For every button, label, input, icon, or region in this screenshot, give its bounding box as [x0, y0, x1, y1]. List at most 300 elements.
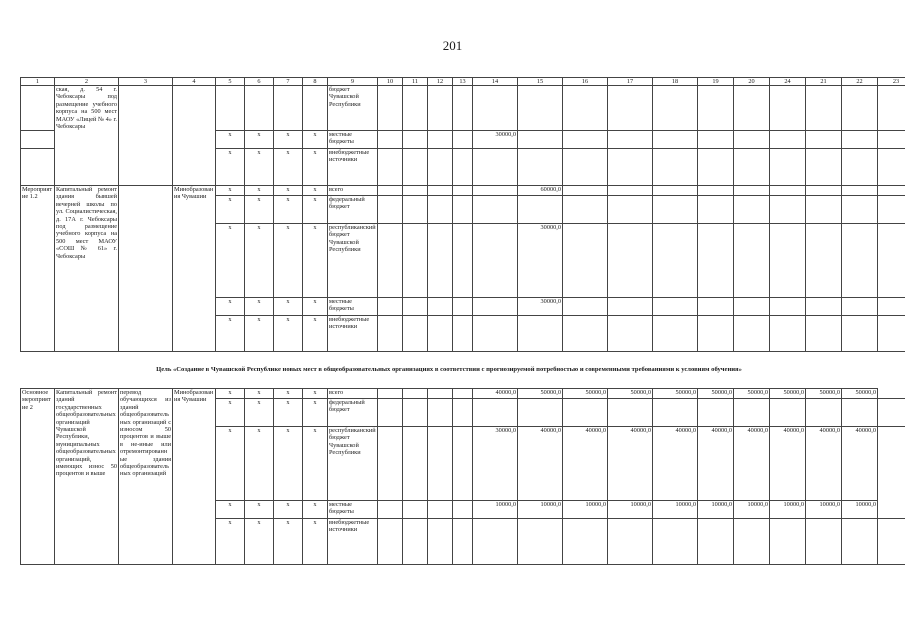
mark-cell: x — [216, 427, 245, 501]
empty-cell — [806, 298, 842, 316]
empty-cell — [518, 86, 563, 131]
empty-cell — [734, 316, 770, 352]
mark-cell: x — [274, 186, 303, 196]
empty-cell — [428, 519, 453, 565]
empty-cell — [842, 196, 878, 224]
empty-cell — [453, 298, 473, 316]
empty-cell — [608, 186, 653, 196]
value-cell: 50000,0 — [842, 389, 878, 399]
empty-cell — [806, 149, 842, 186]
empty-cell — [842, 519, 878, 565]
empty-cell — [698, 298, 734, 316]
value-cell: 50000,0 — [653, 389, 698, 399]
empty-cell — [453, 131, 473, 149]
empty-cell — [378, 149, 403, 186]
empty-cell — [878, 519, 905, 565]
cell — [119, 86, 173, 186]
empty-cell — [453, 149, 473, 186]
empty-cell — [518, 196, 563, 224]
column-number: 9 — [328, 78, 378, 86]
empty-cell — [770, 399, 806, 427]
empty-cell — [770, 316, 806, 352]
empty-cell — [21, 131, 55, 149]
column-number: 4 — [173, 78, 216, 86]
empty-cell — [653, 399, 698, 427]
empty-cell — [378, 131, 403, 149]
empty-cell — [653, 86, 698, 131]
empty-cell — [734, 298, 770, 316]
empty-cell — [842, 186, 878, 196]
value-cell: 50000,0 — [563, 389, 608, 399]
funding-source: внебюджетные источники — [328, 519, 378, 565]
empty-cell — [608, 196, 653, 224]
cell — [21, 86, 55, 131]
empty-cell — [878, 399, 905, 427]
mark-cell: x — [303, 519, 328, 565]
empty-cell — [806, 186, 842, 196]
empty-cell — [428, 224, 453, 298]
mark-cell: x — [274, 149, 303, 186]
mark-cell: x — [274, 427, 303, 501]
mark-cell: x — [216, 149, 245, 186]
value-cell: 10000,0 — [734, 501, 770, 519]
empty-cell — [518, 399, 563, 427]
mark-cell: x — [216, 316, 245, 352]
column-number: 14 — [473, 78, 518, 86]
mark-cell: x — [303, 196, 328, 224]
empty-cell — [842, 131, 878, 149]
empty-cell — [698, 86, 734, 131]
empty-cell — [770, 196, 806, 224]
empty-cell — [806, 519, 842, 565]
value-cell: 40000,0 — [653, 427, 698, 501]
value-cell: 30000,0 — [518, 224, 563, 298]
empty-cell — [698, 519, 734, 565]
column-number: 6 — [245, 78, 274, 86]
empty-cell — [842, 149, 878, 186]
column-number: 19 — [698, 78, 734, 86]
funding-source: местные бюджеты — [328, 131, 378, 149]
column-number: 5 — [216, 78, 245, 86]
empty-cell — [21, 149, 55, 186]
empty-cell — [473, 399, 518, 427]
column-number: 16 — [563, 78, 608, 86]
column-number: 23 — [878, 78, 905, 86]
empty-cell — [698, 149, 734, 186]
empty-cell — [653, 519, 698, 565]
mark-cell — [245, 86, 274, 131]
empty-cell — [428, 186, 453, 196]
mark-cell: x — [274, 196, 303, 224]
empty-cell — [842, 298, 878, 316]
empty-cell — [653, 196, 698, 224]
empty-cell — [734, 86, 770, 131]
empty-cell — [698, 131, 734, 149]
empty-cell — [770, 519, 806, 565]
column-number: 1 — [21, 78, 55, 86]
empty-cell — [878, 186, 905, 196]
mark-cell: x — [245, 186, 274, 196]
empty-cell — [653, 186, 698, 196]
empty-cell — [698, 186, 734, 196]
empty-cell — [403, 224, 428, 298]
empty-cell — [378, 186, 403, 196]
empty-cell — [518, 149, 563, 186]
funding-source: республиканский бюджет Чувашской Республики — [328, 224, 378, 298]
mark-cell: x — [303, 186, 328, 196]
mark-cell: x — [245, 298, 274, 316]
mark-cell: x — [274, 131, 303, 149]
empty-cell — [428, 86, 453, 131]
mark-cell: x — [303, 501, 328, 519]
mark-cell: x — [245, 316, 274, 352]
mark-cell: x — [216, 519, 245, 565]
event-description: Капитальный ремонт здания бывшей вечерней школы по ул. Социалистическая, д. 17А г. Чебоксары под размещение учебного корпуса на 500 мест МАОУ «СОШ № 61» г. Чебоксары — [55, 186, 119, 352]
column-number: 18 — [653, 78, 698, 86]
empty-cell — [806, 224, 842, 298]
mark-cell: x — [274, 316, 303, 352]
empty-cell — [608, 224, 653, 298]
empty-cell — [453, 399, 473, 427]
column-number: 20 — [734, 78, 770, 86]
empty-cell — [378, 389, 403, 399]
mark-cell: x — [274, 399, 303, 427]
empty-cell — [878, 86, 905, 131]
column-number: 10 — [378, 78, 403, 86]
empty-cell — [518, 131, 563, 149]
mark-cell: x — [216, 186, 245, 196]
funding-source: местные бюджеты — [328, 501, 378, 519]
mark-cell: x — [303, 316, 328, 352]
empty-cell — [608, 519, 653, 565]
empty-cell — [563, 86, 608, 131]
value-cell: 10000,0 — [770, 501, 806, 519]
empty-cell — [842, 399, 878, 427]
empty-cell — [563, 149, 608, 186]
mark-cell — [303, 86, 328, 131]
event-description: Капитальный ремонт зданий государственных общеобразовательных организаций Чувашской Республики, муниципальных общеобразовательных организаций, имеющих износ 50 процентов и выше — [55, 389, 119, 565]
goal-title: Цель «Создание в Чувашской Республике новых мест в общеобразовательных организациях в соответствии с прогнозируемой потребностью и современными требованиями к условиям обучения» — [156, 366, 742, 373]
mark-cell: x — [274, 298, 303, 316]
empty-cell — [453, 186, 473, 196]
empty-cell — [518, 316, 563, 352]
empty-cell — [378, 427, 403, 501]
column-number-row — [21, 78, 905, 86]
empty-cell — [878, 316, 905, 352]
funding-source: внебюджетные источники — [328, 149, 378, 186]
column-number: 15 — [518, 78, 563, 86]
empty-cell — [653, 224, 698, 298]
empty-cell — [403, 149, 428, 186]
value-cell: 10000,0 — [563, 501, 608, 519]
value-cell: 10000,0 — [806, 501, 842, 519]
empty-cell — [563, 131, 608, 149]
empty-cell — [453, 196, 473, 224]
cell — [173, 86, 216, 186]
value-cell: 10000,0 — [473, 501, 518, 519]
mark-cell: x — [274, 519, 303, 565]
mark-cell: x — [245, 501, 274, 519]
column-number: 2 — [55, 78, 119, 86]
empty-cell — [842, 86, 878, 131]
empty-cell — [473, 519, 518, 565]
empty-cell — [563, 224, 608, 298]
empty-cell — [734, 149, 770, 186]
empty-cell — [428, 316, 453, 352]
column-number: 12 — [428, 78, 453, 86]
empty-cell — [698, 224, 734, 298]
empty-cell — [608, 131, 653, 149]
value-cell: 30000,0 — [518, 298, 563, 316]
empty-cell — [473, 298, 518, 316]
funding-source: всего — [328, 389, 378, 399]
value-cell: 40000,0 — [806, 427, 842, 501]
mark-cell: x — [245, 131, 274, 149]
empty-cell — [770, 298, 806, 316]
empty-cell — [563, 399, 608, 427]
mark-cell: x — [216, 298, 245, 316]
value-cell: 50000,0 — [734, 389, 770, 399]
column-number: 17 — [608, 78, 653, 86]
empty-cell — [806, 316, 842, 352]
empty-cell — [878, 196, 905, 224]
column-number: 22 — [842, 78, 878, 86]
table-row — [21, 389, 905, 399]
mark-cell: x — [274, 224, 303, 298]
empty-cell — [770, 186, 806, 196]
mark-cell: x — [303, 131, 328, 149]
table-row — [21, 186, 905, 196]
empty-cell — [842, 224, 878, 298]
empty-cell — [734, 196, 770, 224]
empty-cell — [806, 131, 842, 149]
empty-cell — [608, 298, 653, 316]
empty-cell — [806, 196, 842, 224]
empty-cell — [653, 131, 698, 149]
empty-cell — [403, 316, 428, 352]
mark-cell: x — [216, 389, 245, 399]
empty-cell — [453, 224, 473, 298]
column-number: 3 — [119, 78, 173, 86]
event-label: Основное мероприятие 2 — [21, 389, 55, 565]
empty-cell — [473, 186, 518, 196]
empty-cell — [734, 131, 770, 149]
column-number: 8 — [303, 78, 328, 86]
mark-cell: x — [303, 427, 328, 501]
empty-cell — [403, 501, 428, 519]
value-cell: 60000,0 — [518, 186, 563, 196]
empty-cell — [878, 149, 905, 186]
empty-cell — [378, 224, 403, 298]
empty-cell — [473, 316, 518, 352]
column-number: 24 — [770, 78, 806, 86]
empty-cell — [403, 196, 428, 224]
empty-cell — [453, 389, 473, 399]
empty-cell — [378, 519, 403, 565]
empty-cell — [378, 399, 403, 427]
funding-source: внебюджетные источники — [328, 316, 378, 352]
empty-cell — [403, 186, 428, 196]
empty-cell — [473, 149, 518, 186]
empty-cell — [563, 519, 608, 565]
empty-cell — [698, 399, 734, 427]
value-cell: 10000,0 — [653, 501, 698, 519]
mark-cell: x — [303, 399, 328, 427]
empty-cell — [563, 196, 608, 224]
empty-cell — [653, 298, 698, 316]
empty-cell — [473, 224, 518, 298]
empty-cell — [698, 316, 734, 352]
value-cell: 40000,0 — [734, 427, 770, 501]
empty-cell — [734, 399, 770, 427]
empty-cell — [698, 196, 734, 224]
empty-cell — [878, 224, 905, 298]
empty-cell — [428, 389, 453, 399]
empty-cell — [378, 316, 403, 352]
mark-cell: x — [245, 399, 274, 427]
empty-cell — [403, 298, 428, 316]
empty-cell — [378, 196, 403, 224]
mark-cell: x — [216, 224, 245, 298]
column-number: 11 — [403, 78, 428, 86]
value-cell: 30000,0 — [473, 427, 518, 501]
empty-cell — [653, 149, 698, 186]
funding-source: всего — [328, 186, 378, 196]
empty-cell — [770, 131, 806, 149]
empty-cell — [453, 316, 473, 352]
column-number: 21 — [806, 78, 842, 86]
table-row — [21, 86, 905, 131]
value-cell: 40000,0 — [770, 427, 806, 501]
empty-cell — [806, 399, 842, 427]
value-cell: 10000,0 — [698, 501, 734, 519]
mark-cell: x — [303, 149, 328, 186]
funding-source: республиканский бюджет Чувашской Республики — [328, 427, 378, 501]
empty-cell — [563, 186, 608, 196]
value-cell: 50000,0 — [770, 389, 806, 399]
event-label: Мероприятие 1.2 — [21, 186, 55, 352]
empty-cell — [608, 149, 653, 186]
value-cell: 40000,0 — [518, 427, 563, 501]
empty-cell — [608, 86, 653, 131]
funding-source: бюджет Чувашской Республики — [328, 86, 378, 131]
empty-cell — [453, 86, 473, 131]
empty-cell — [563, 298, 608, 316]
mark-cell — [274, 86, 303, 131]
mark-cell: x — [216, 501, 245, 519]
empty-cell — [770, 149, 806, 186]
value-cell: 10000,0 — [608, 501, 653, 519]
empty-cell — [770, 224, 806, 298]
mark-cell: x — [245, 389, 274, 399]
value-cell: 40000,0 — [842, 427, 878, 501]
empty-cell — [403, 131, 428, 149]
value-cell: 40000,0 — [608, 427, 653, 501]
indicator: перевод обучающихся из зданий общеобразовательных организаций с износом 50 процентов и выше в не-иные или отремонтированные здания общеобразовательных организаций — [119, 389, 173, 565]
column-number: 7 — [274, 78, 303, 86]
value-cell: 10000,0 — [842, 501, 878, 519]
empty-cell — [428, 298, 453, 316]
mark-cell: x — [274, 389, 303, 399]
empty-cell — [403, 389, 428, 399]
empty-cell — [453, 427, 473, 501]
empty-cell — [608, 399, 653, 427]
empty-cell — [806, 86, 842, 131]
mark-cell: x — [245, 196, 274, 224]
mark-cell: x — [303, 224, 328, 298]
value-cell: 40000,0 — [563, 427, 608, 501]
mark-cell: x — [216, 399, 245, 427]
empty-cell — [378, 298, 403, 316]
empty-cell — [428, 196, 453, 224]
executor: Минобразования Чувашии — [173, 186, 216, 352]
empty-cell — [608, 316, 653, 352]
empty-cell — [653, 316, 698, 352]
value-cell: 50000,0 — [806, 389, 842, 399]
empty-cell — [770, 86, 806, 131]
empty-cell — [563, 316, 608, 352]
executor: Минобразования Чувашии — [173, 389, 216, 565]
mark-cell: x — [245, 224, 274, 298]
empty-cell — [119, 186, 173, 352]
mark-cell: x — [245, 427, 274, 501]
value-cell: 40000,0 — [698, 427, 734, 501]
empty-cell — [428, 131, 453, 149]
empty-cell — [403, 399, 428, 427]
value-cell: 50000,0 — [518, 389, 563, 399]
empty-cell — [734, 186, 770, 196]
empty-cell — [453, 519, 473, 565]
empty-cell — [378, 501, 403, 519]
budget-table-part-1 — [20, 77, 905, 352]
value-cell: 40000,0 — [473, 389, 518, 399]
event-description: ская, д. 54 г. Чебоксары под размещение учебного корпуса на 500 мест МАОУ «Лицей № 4» г. Чебоксары — [55, 86, 119, 186]
empty-cell — [428, 399, 453, 427]
mark-cell — [216, 86, 245, 131]
empty-cell — [428, 149, 453, 186]
empty-cell — [428, 501, 453, 519]
page-number: 201 — [442, 38, 463, 53]
empty-cell — [518, 519, 563, 565]
mark-cell: x — [274, 501, 303, 519]
funding-source: местные бюджеты — [328, 298, 378, 316]
empty-cell — [403, 427, 428, 501]
empty-cell — [428, 427, 453, 501]
empty-cell — [453, 501, 473, 519]
value-cell: 50000,0 — [608, 389, 653, 399]
funding-source: федеральный бюджет — [328, 399, 378, 427]
empty-cell — [473, 86, 518, 131]
empty-cell — [842, 316, 878, 352]
empty-cell — [473, 196, 518, 224]
value-cell: 10000,0 — [518, 501, 563, 519]
mark-cell: x — [303, 389, 328, 399]
empty-cell — [403, 86, 428, 131]
mark-cell: x — [303, 298, 328, 316]
column-number: 13 — [453, 78, 473, 86]
value-cell: 50000,0 — [698, 389, 734, 399]
empty-cell — [378, 86, 403, 131]
empty-cell — [734, 519, 770, 565]
empty-cell — [403, 519, 428, 565]
budget-table-part-2 — [20, 388, 905, 565]
mark-cell: x — [216, 196, 245, 224]
empty-cell — [734, 224, 770, 298]
funding-source: федеральный бюджет — [328, 196, 378, 224]
mark-cell: x — [216, 131, 245, 149]
value-cell: 30000,0 — [473, 131, 518, 149]
empty-cell — [878, 298, 905, 316]
